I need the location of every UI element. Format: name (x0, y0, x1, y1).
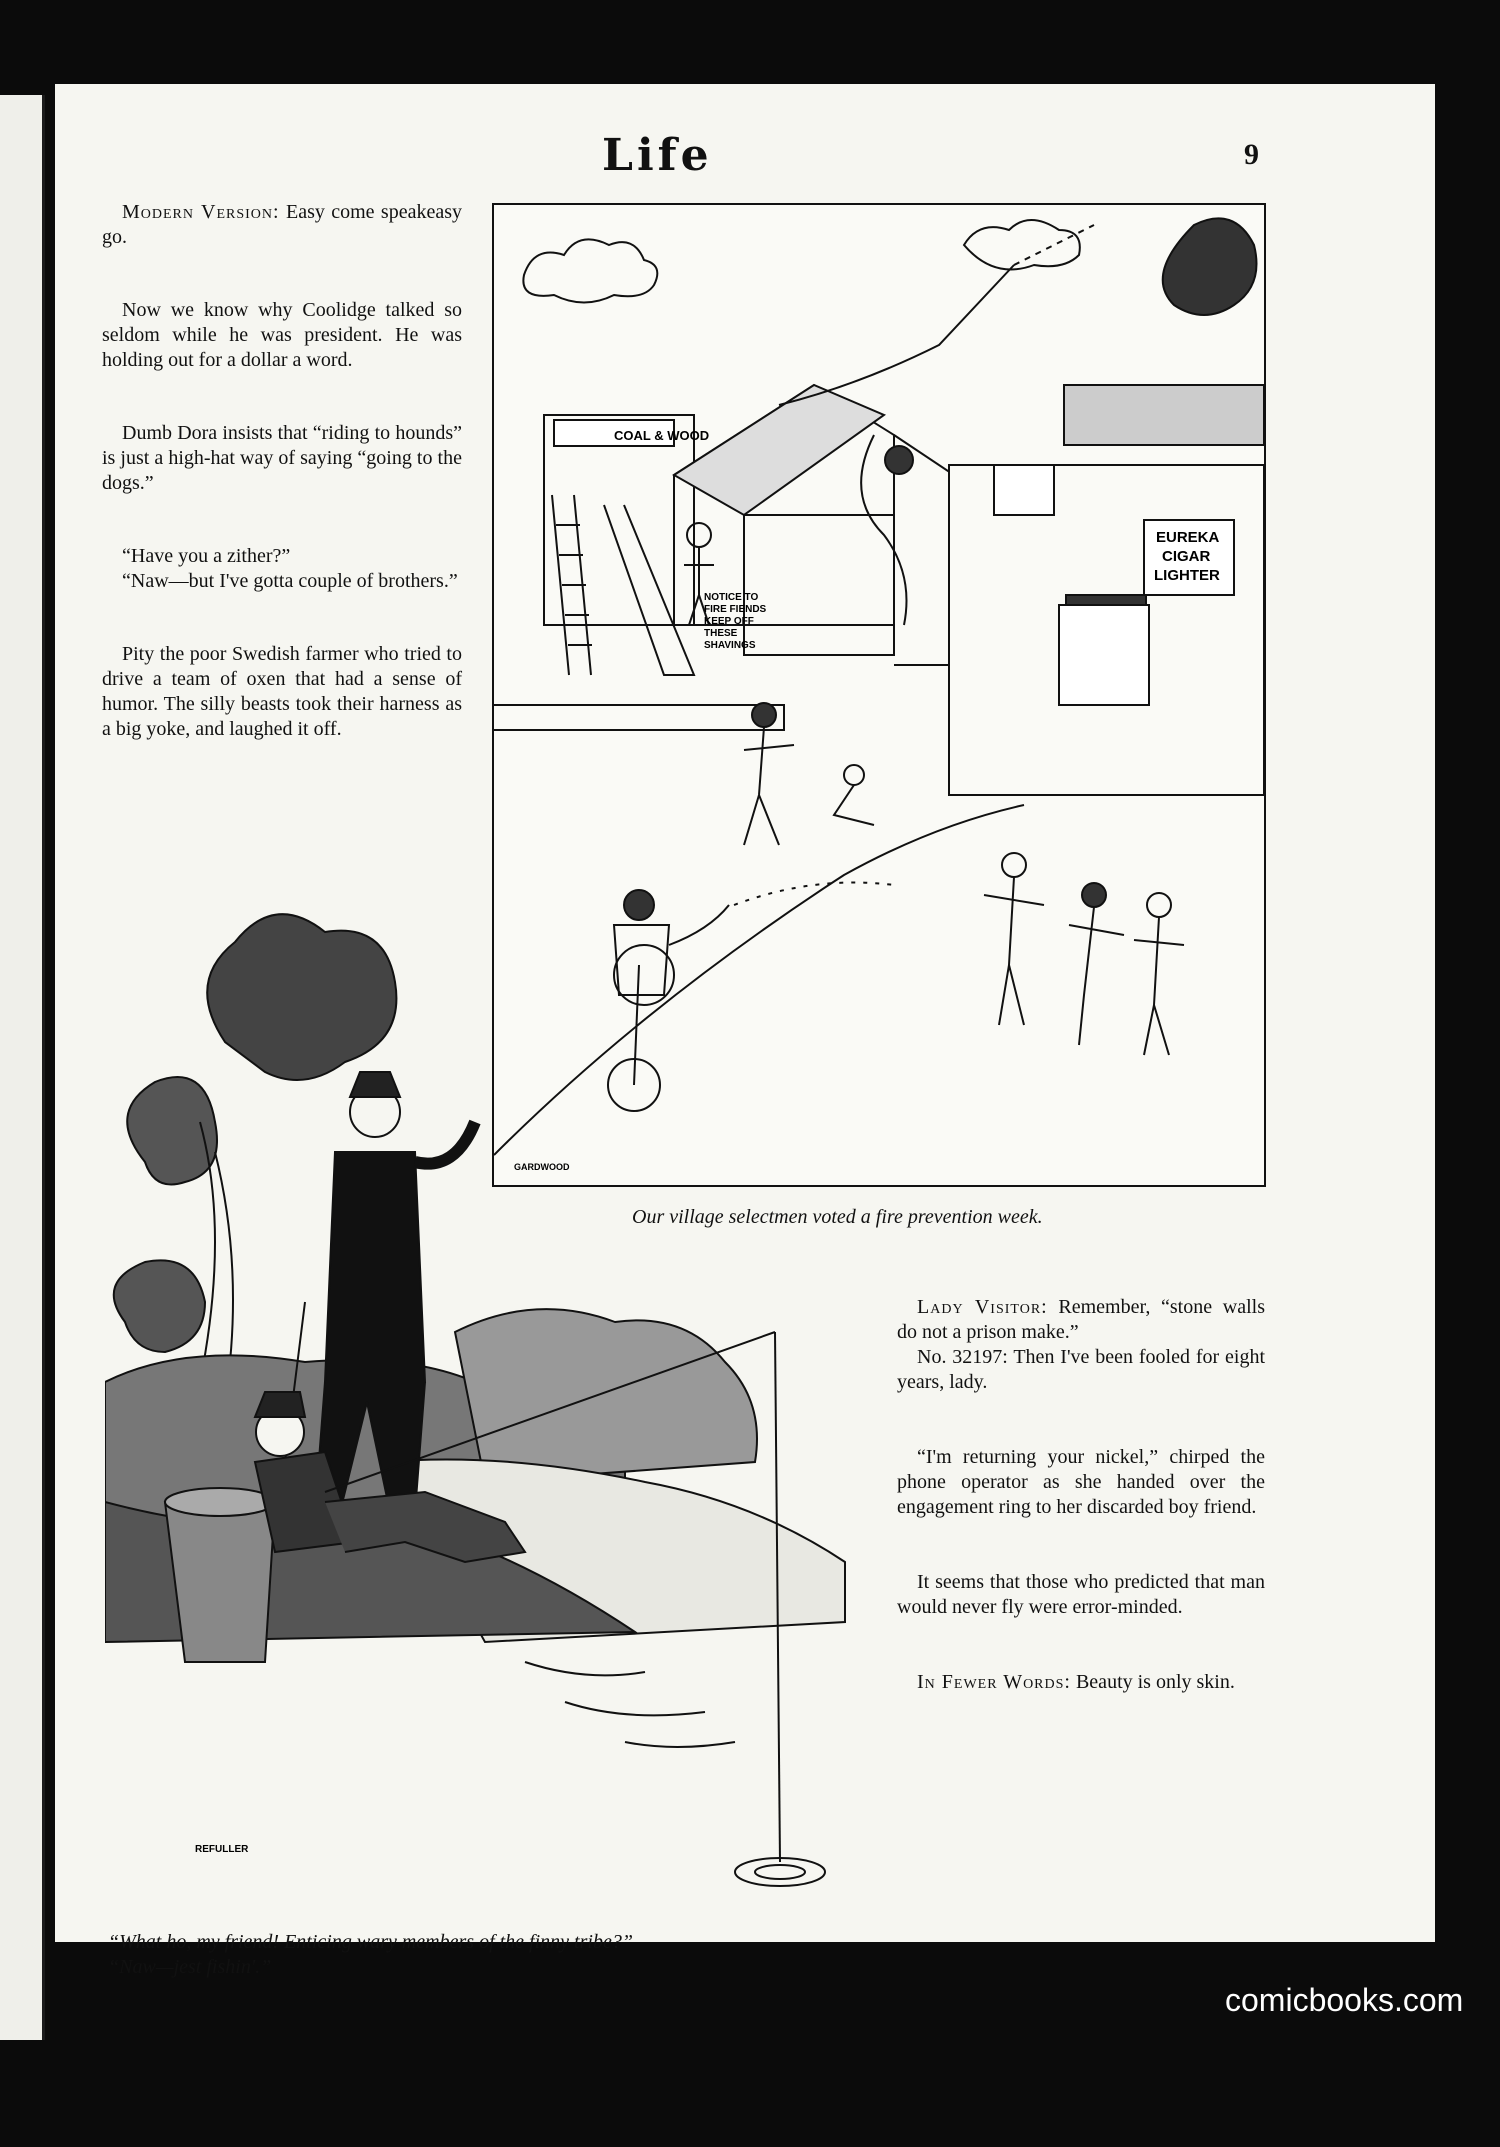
eureka-sign-line: CIGAR (1162, 548, 1211, 565)
joke-text: It seems that those who predicted that man would never fly were error-minded. (897, 1571, 1265, 1618)
joke-text: Pity the poor Swedish farmer who tried to drive a team of oxen that had a sense of humor. The silly beasts took their harness as a big yoke, and laughed it off. (102, 643, 462, 740)
notice-sign-line: FIRE FIENDS (704, 604, 767, 615)
masthead-title: Life (602, 130, 713, 181)
site-watermark: comicbooks.com (1225, 1982, 1464, 2018)
cartoon-signature: GARDWOOD (514, 1162, 570, 1172)
notice-sign-line: NOTICE TO (704, 592, 759, 603)
joke-item (897, 1295, 1265, 1395)
notice-sign-line: THESE (704, 628, 738, 639)
joke-text: “I'm returning your nickel,” chirped the phone operator as she handed over the engagement ring to her discarded boy friend. (897, 1446, 1265, 1518)
joke-text: No. 32197: Then I've been fooled for eight years, lady. (897, 1346, 1265, 1393)
coal-wood-sign: COAL & WOOD (614, 428, 710, 443)
eureka-sign-line: EUREKA (1156, 529, 1220, 546)
fire-week-caption: Our village selectmen voted a fire prevention week. (632, 1206, 1043, 1228)
joke-text: “Naw—but I've gotta couple of brothers.” (122, 570, 458, 592)
joke-item (102, 200, 462, 250)
notice-sign-line: SHAVINGS (704, 640, 756, 651)
joke-text: Dumb Dora insists that “riding to hounds” is just a high-hat way of saying “going to the dogs.” (102, 422, 462, 494)
joke-text: Remember, “stone walls do not a prison make.” (897, 1296, 1265, 1343)
adjacent-page-edge (0, 95, 45, 2040)
joke-text: Easy come speakeasy go. (102, 201, 463, 248)
joke-item (102, 642, 462, 742)
joke-item (102, 544, 462, 594)
joke-lead: Lady Visitor: (917, 1296, 1048, 1318)
fishing-caption-line: “What ho, my friend! Enticing wary members of the finny tribe?” (108, 1931, 633, 1953)
notice-sign-line: KEEP OFF (704, 616, 754, 627)
joke-text: “Have you a zither?” (122, 545, 291, 567)
joke-lead: In Fewer Words: (917, 1671, 1071, 1693)
left-joke-column (102, 200, 462, 794)
joke-item (897, 1670, 1265, 1695)
fishing-caption-line: “Naw—jest fishin'.” (108, 1956, 272, 1978)
joke-item (897, 1570, 1265, 1620)
joke-item (102, 421, 462, 496)
joke-text: Beauty is only skin. (1070, 1671, 1235, 1693)
page-number: 9 (1244, 138, 1259, 171)
eureka-sign-line: LIGHTER (1154, 567, 1220, 584)
right-joke-column (897, 1295, 1265, 1747)
joke-item (102, 298, 462, 373)
joke-text: Now we know why Coolidge talked so seldom while he was president. He was holding out for a dollar a word. (102, 299, 462, 371)
fishing-caption (108, 1930, 868, 1980)
joke-lead: Modern Version: (122, 201, 280, 223)
joke-item (897, 1445, 1265, 1520)
fishing-cartoon-signature: REFULLER (195, 1844, 249, 1855)
